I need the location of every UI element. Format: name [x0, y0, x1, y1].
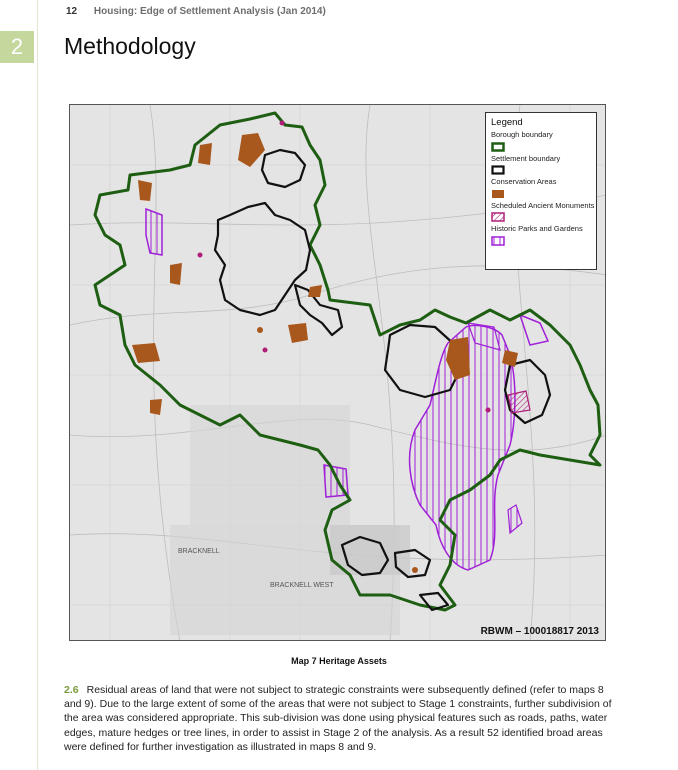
black-outline-swatch-icon: [491, 165, 505, 175]
side-rule: [37, 0, 38, 770]
page-title: Methodology: [64, 33, 196, 59]
map-caption: Map 7 Heritage Assets: [291, 656, 387, 666]
magenta-hatched-swatch-icon: [491, 212, 505, 222]
page-number: 12: [66, 6, 78, 17]
place-label-bracknell: BRACKNELL: [178, 548, 220, 555]
running-title: Housing: Edge of Settlement Analysis (Jan 2014): [93, 6, 326, 17]
legend-title: Legend: [491, 117, 523, 128]
historic-park: [146, 209, 162, 255]
paragraph-text: Residual areas of land that were not subject to strategic constraints were subsequently defined (refer to maps 8 and 9). Due to the large extent of some of the areas that were not subject to Stage 1 constraints, further subdivision of the area was considered appropriate. This sub-division was done using physical features such as roads, paths, water edges, mature hedges or tree lines, in order to assist in Stage 2 of the analysis. As a result 52 identified broad areas were defined for further investigation as illustrated in maps 8 and 9.: [64, 684, 612, 753]
page-header: [66, 6, 326, 17]
legend-label: Settlement boundary: [491, 153, 561, 163]
legend-label: Conservation Areas: [491, 177, 557, 186]
map-copyright: RBWM – 100018817 2013: [480, 626, 599, 637]
paragraph-number: 2.6: [64, 684, 79, 696]
brown-fill-swatch-icon: [491, 189, 505, 199]
paragraph-2-6: [64, 683, 624, 754]
legend-label: Scheduled Ancient Monuments: [491, 200, 595, 210]
chapter-number-badge: 2: [0, 31, 34, 63]
place-label-bracknell-west: BRACKNELL WEST: [270, 582, 334, 589]
legend-label: Borough boundary: [491, 130, 553, 139]
green-outline-swatch-icon: [491, 142, 505, 152]
heritage-map: [69, 104, 606, 641]
legend-label: Historic Parks and Gardens: [491, 224, 583, 233]
purple-outline-swatch-icon: [491, 236, 505, 246]
map-legend: [485, 112, 597, 270]
